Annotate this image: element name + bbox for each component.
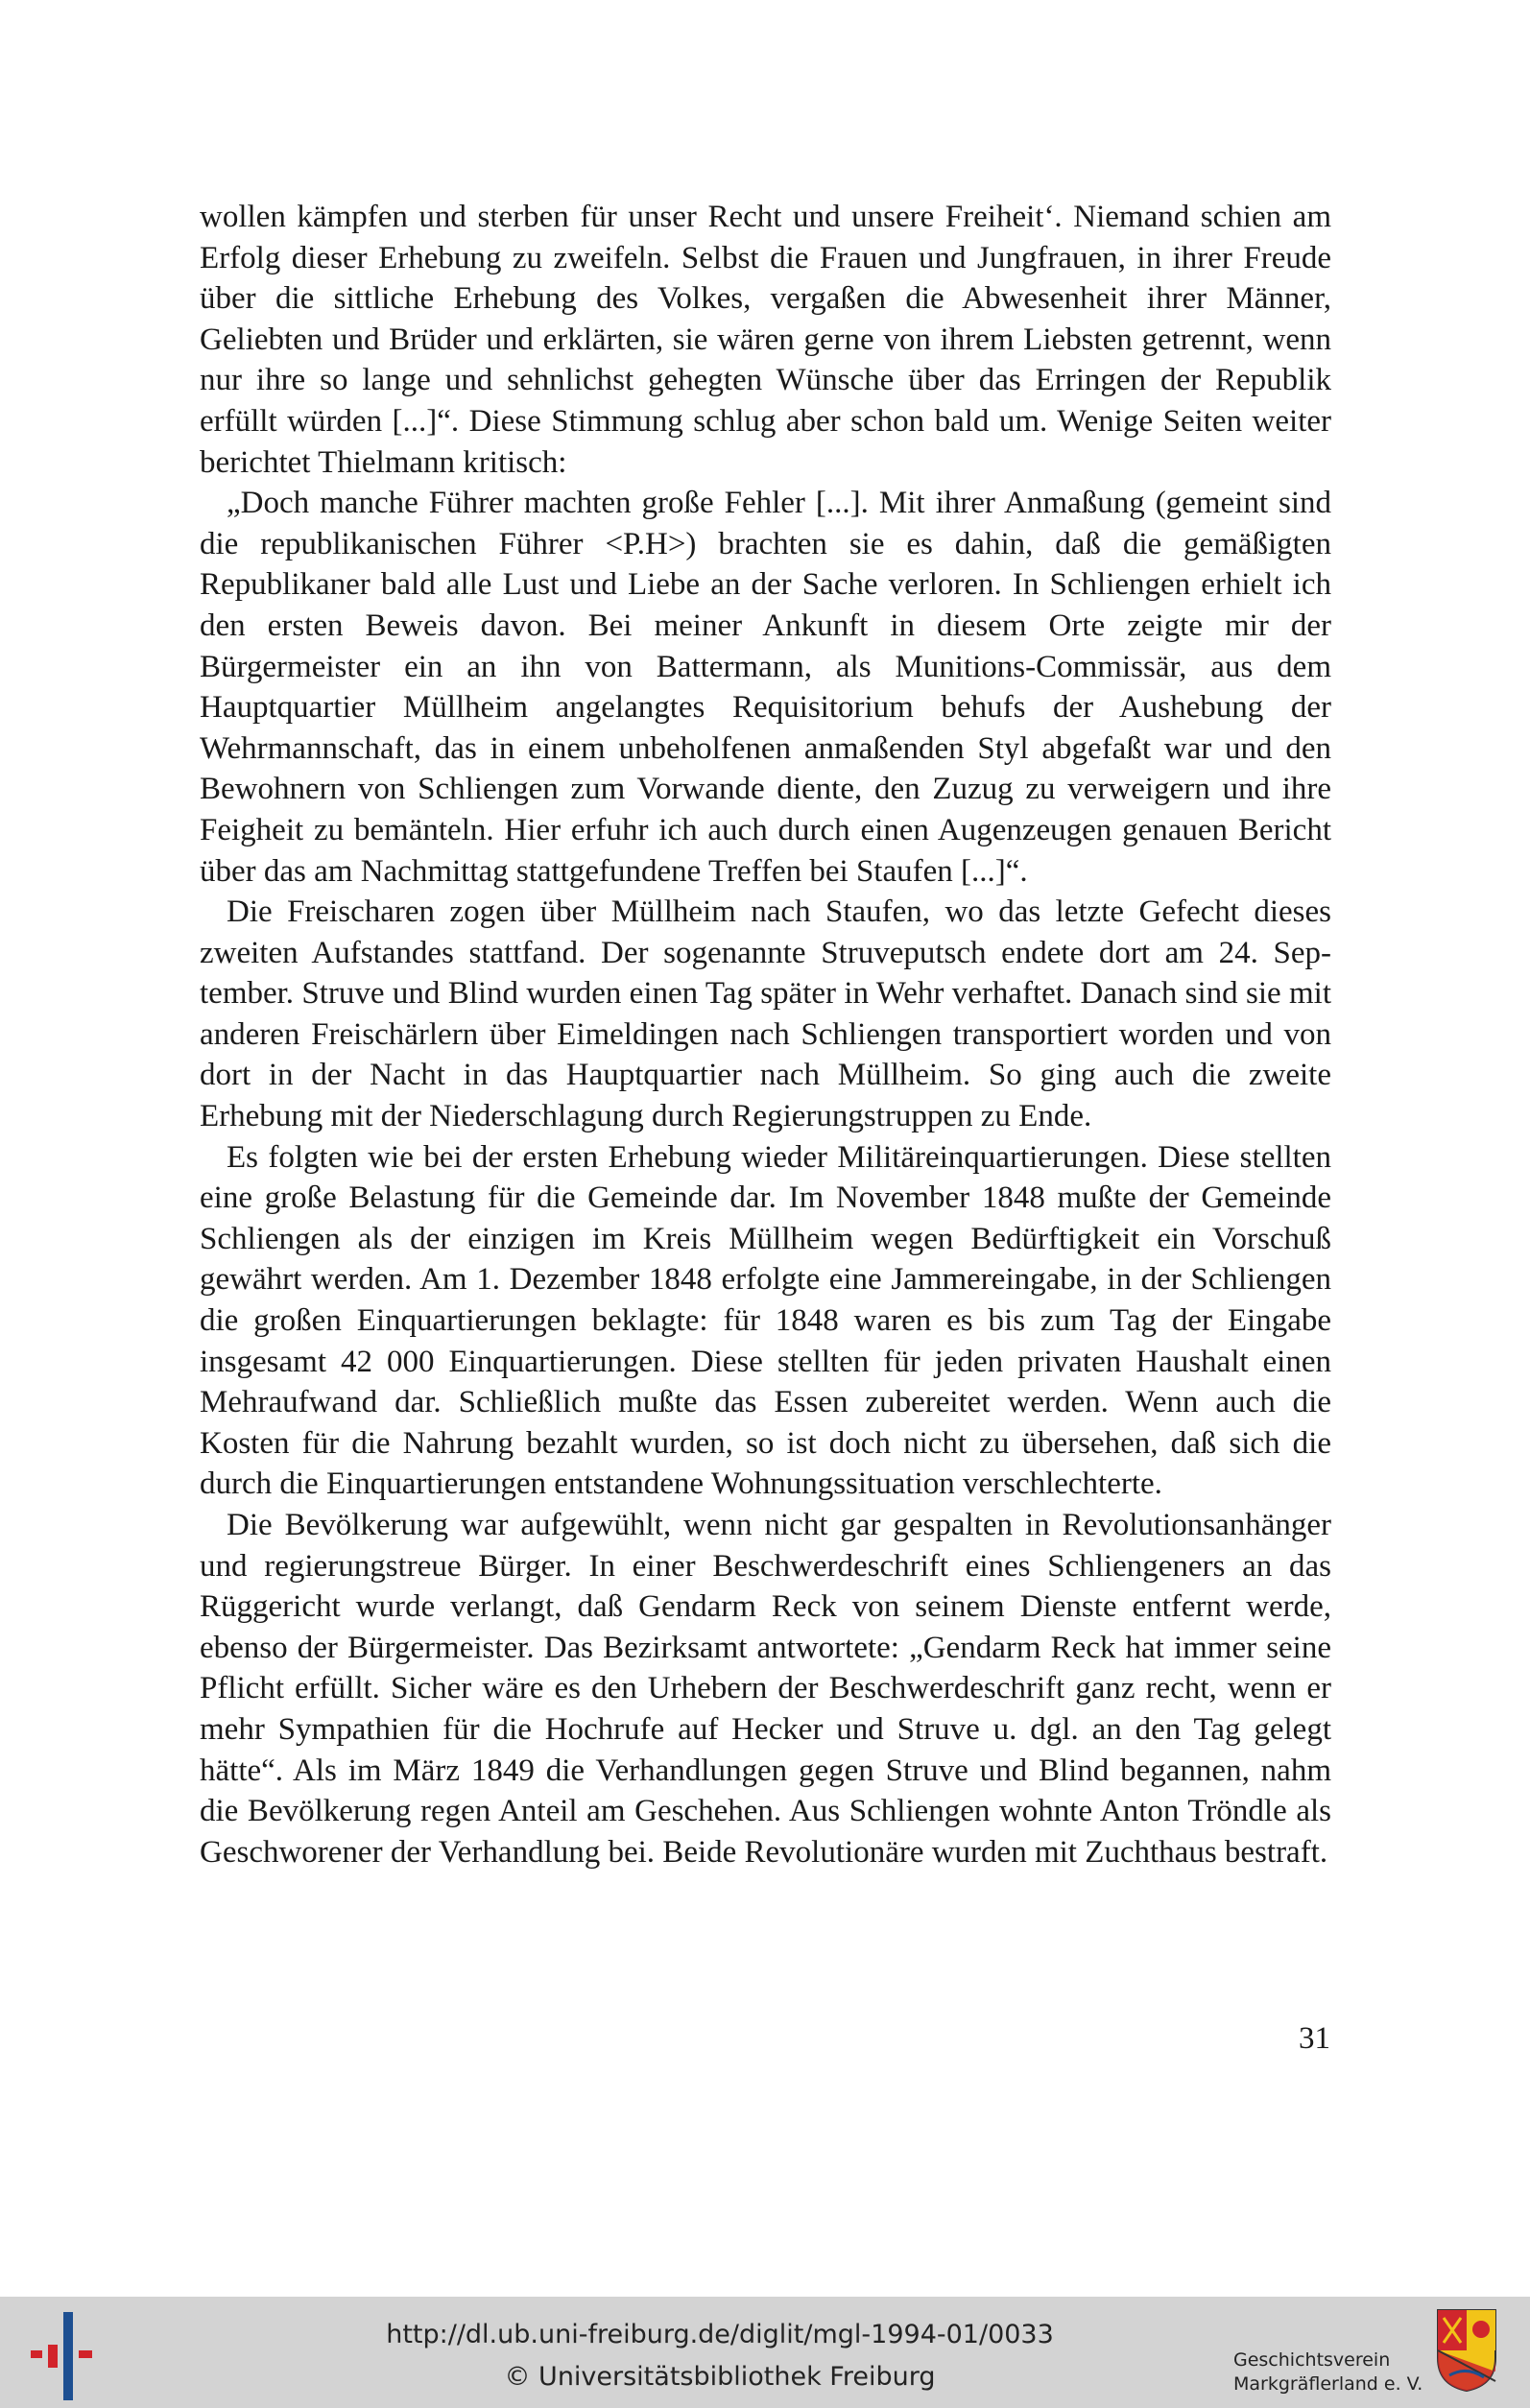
paragraph-1: wollen kämpfen und sterben für unser Recht und unsere Freiheit‘. Niemand schien am Erfolg dieser Erhebung zu zweifeln. Selbst die Frauen und Jungfrauen, in ihrer Freude über die sittliche Erhebung des Volkes, vergaßen die Abwesenheit ihrer Männer, Geliebten und Brüder und erklärten, sie wären gerne von ihrem Liebsten getrennt, wenn nur ihre so lange und sehnlichst gehegten Wünsche über das Erringen der Republik erfüllt würden [...]“. Diese Stimmung schlug aber schon bald um. Wenige Seiten weiter berichtet Thielmann kritisch: <box>200 200 1331 480</box>
page-number: 31 <box>1299 2021 1330 2056</box>
footer-url-link[interactable]: http://dl.ub.uni-freiburg.de/diglit/mgl-1994-01/0033 <box>386 2320 1054 2349</box>
society-line-1: Geschichtsverein <box>1233 2349 1391 2371</box>
footer-society-name <box>1233 2348 1425 2396</box>
ub-freiburg-logo-icon <box>31 2304 100 2408</box>
paragraph-5: Die Bevölkerung war aufgewühlt, wenn nicht gar gespalten in Revolutionsanhänger und regierungstreue Bürger. In einer Beschwerdeschrift eines Schliengeners an das Rüggericht wurde verlangt, daß Gendarm Reck von seinem Dienste entfernt werde, ebenso der Bürgermeister. Das Bezirksamt antwortete: „Gendarm Reck hat immer seine Pflicht erfüllt. Sicher wäre es den Urhebern der Beschwerdeschrift ganz recht, wenn er mehr Sympathien für die Hochrufe auf Hecker und Struve u. dgl. an den Tag gelegt hätte“. Als im März 1849 die Verhandlungen gegen Struve und Blind begannen, nahm die Bevölkerung regen Anteil am Geschehen. Aus Schliengen wohnte Anton Tröndle als Geschworener der Verhandlung bei. Beide Revolutionäre wurden mit Zuchthaus bestraft. <box>200 1508 1331 1870</box>
paragraph-3: Die Freischaren zogen über Müllheim nach Staufen, wo das letzte Gefecht dieses zweiten Aufstandes stattfand. Der sogenannte Struveputsch endete dort am 24. September. Struve und Blind wurden einen Tag später in Wehr verhaftet. Danach sind sie mit anderen Freischärlern über Eimeldingen nach Schliengen transportiert worden und von dort in der Nacht in das Hauptquartier nach Müllheim. So ging auch die zweite Erhebung mit der Niederschlagung durch Regierungstruppen zu Ende. <box>200 894 1331 1134</box>
paragraph-2-quote: „Doch manche Führer machten große Fehler [...]. Mit ihrer Anmaßung (gemeint sind die republikanischen Führer <P.H>) brachten sie es dahin, daß die gemäßigten Republikaner bald alle Lust und Liebe an der Sache verloren. In Schliengen erhielt ich den ersten Beweis davon. Bei meiner Ankunft in diesem Orte zeigte mir der Bürgermeister ein an ihn von Battermann, als Munitions-Commissär, aus dem Hauptquartier Müllheim angelangtes Requisitorium behufs der Aushebung der Wehrmannschaft, das in einem unbeholfenen anmaßenden Styl abgefaßt war und den Bewohnern von Schliengen zum Vorwande diente, den Zuzug zu verweigern und ihre Feigheit zu bemänteln. Hier erfuhr ich auch durch einen Augenzeugen genauen Bericht über das am Nachmittag stattgefundene Treffen bei Staufen [...]“. <box>200 486 1331 889</box>
page-body-text <box>200 197 1331 1872</box>
society-line-2: Markgräflerland e. V. <box>1233 2373 1423 2395</box>
markgraeflerland-crest-icon <box>1436 2308 1497 2393</box>
footer-bar <box>0 2297 1530 2408</box>
footer-copyright: © Universitätsbibliothek Freiburg <box>504 2362 936 2392</box>
paragraph-4: Es folgten wie bei der ersten Erhebung wieder Militäreinquartierungen. Diese stellten eine große Belastung für die Gemeinde dar. Im November 1848 mußte der Gemeinde Schliengen als der einzigen im Kreis Müllheim wegen Bedürftigkeit ein Vorschuß gewährt werden. Am 1. Dezember 1848 erfolgte eine Jammereingabe, in der Schliengen die großen Einquartierungen beklagte: für 1848 waren es bis zum Tag der Eingabe insgesamt 42 000 Einquartierungen. Diese stellten für jeden privaten Haushalt einen Mehraufwand dar. Schließlich mußte das Essen zubereitet werden. Wenn auch die Kosten für die Nahrung bezahlt wurden, so ist doch nicht zu übersehen, daß sich die durch die Einquartierungen entstandene Wohnungssituation verschlechterte. <box>200 1139 1331 1502</box>
